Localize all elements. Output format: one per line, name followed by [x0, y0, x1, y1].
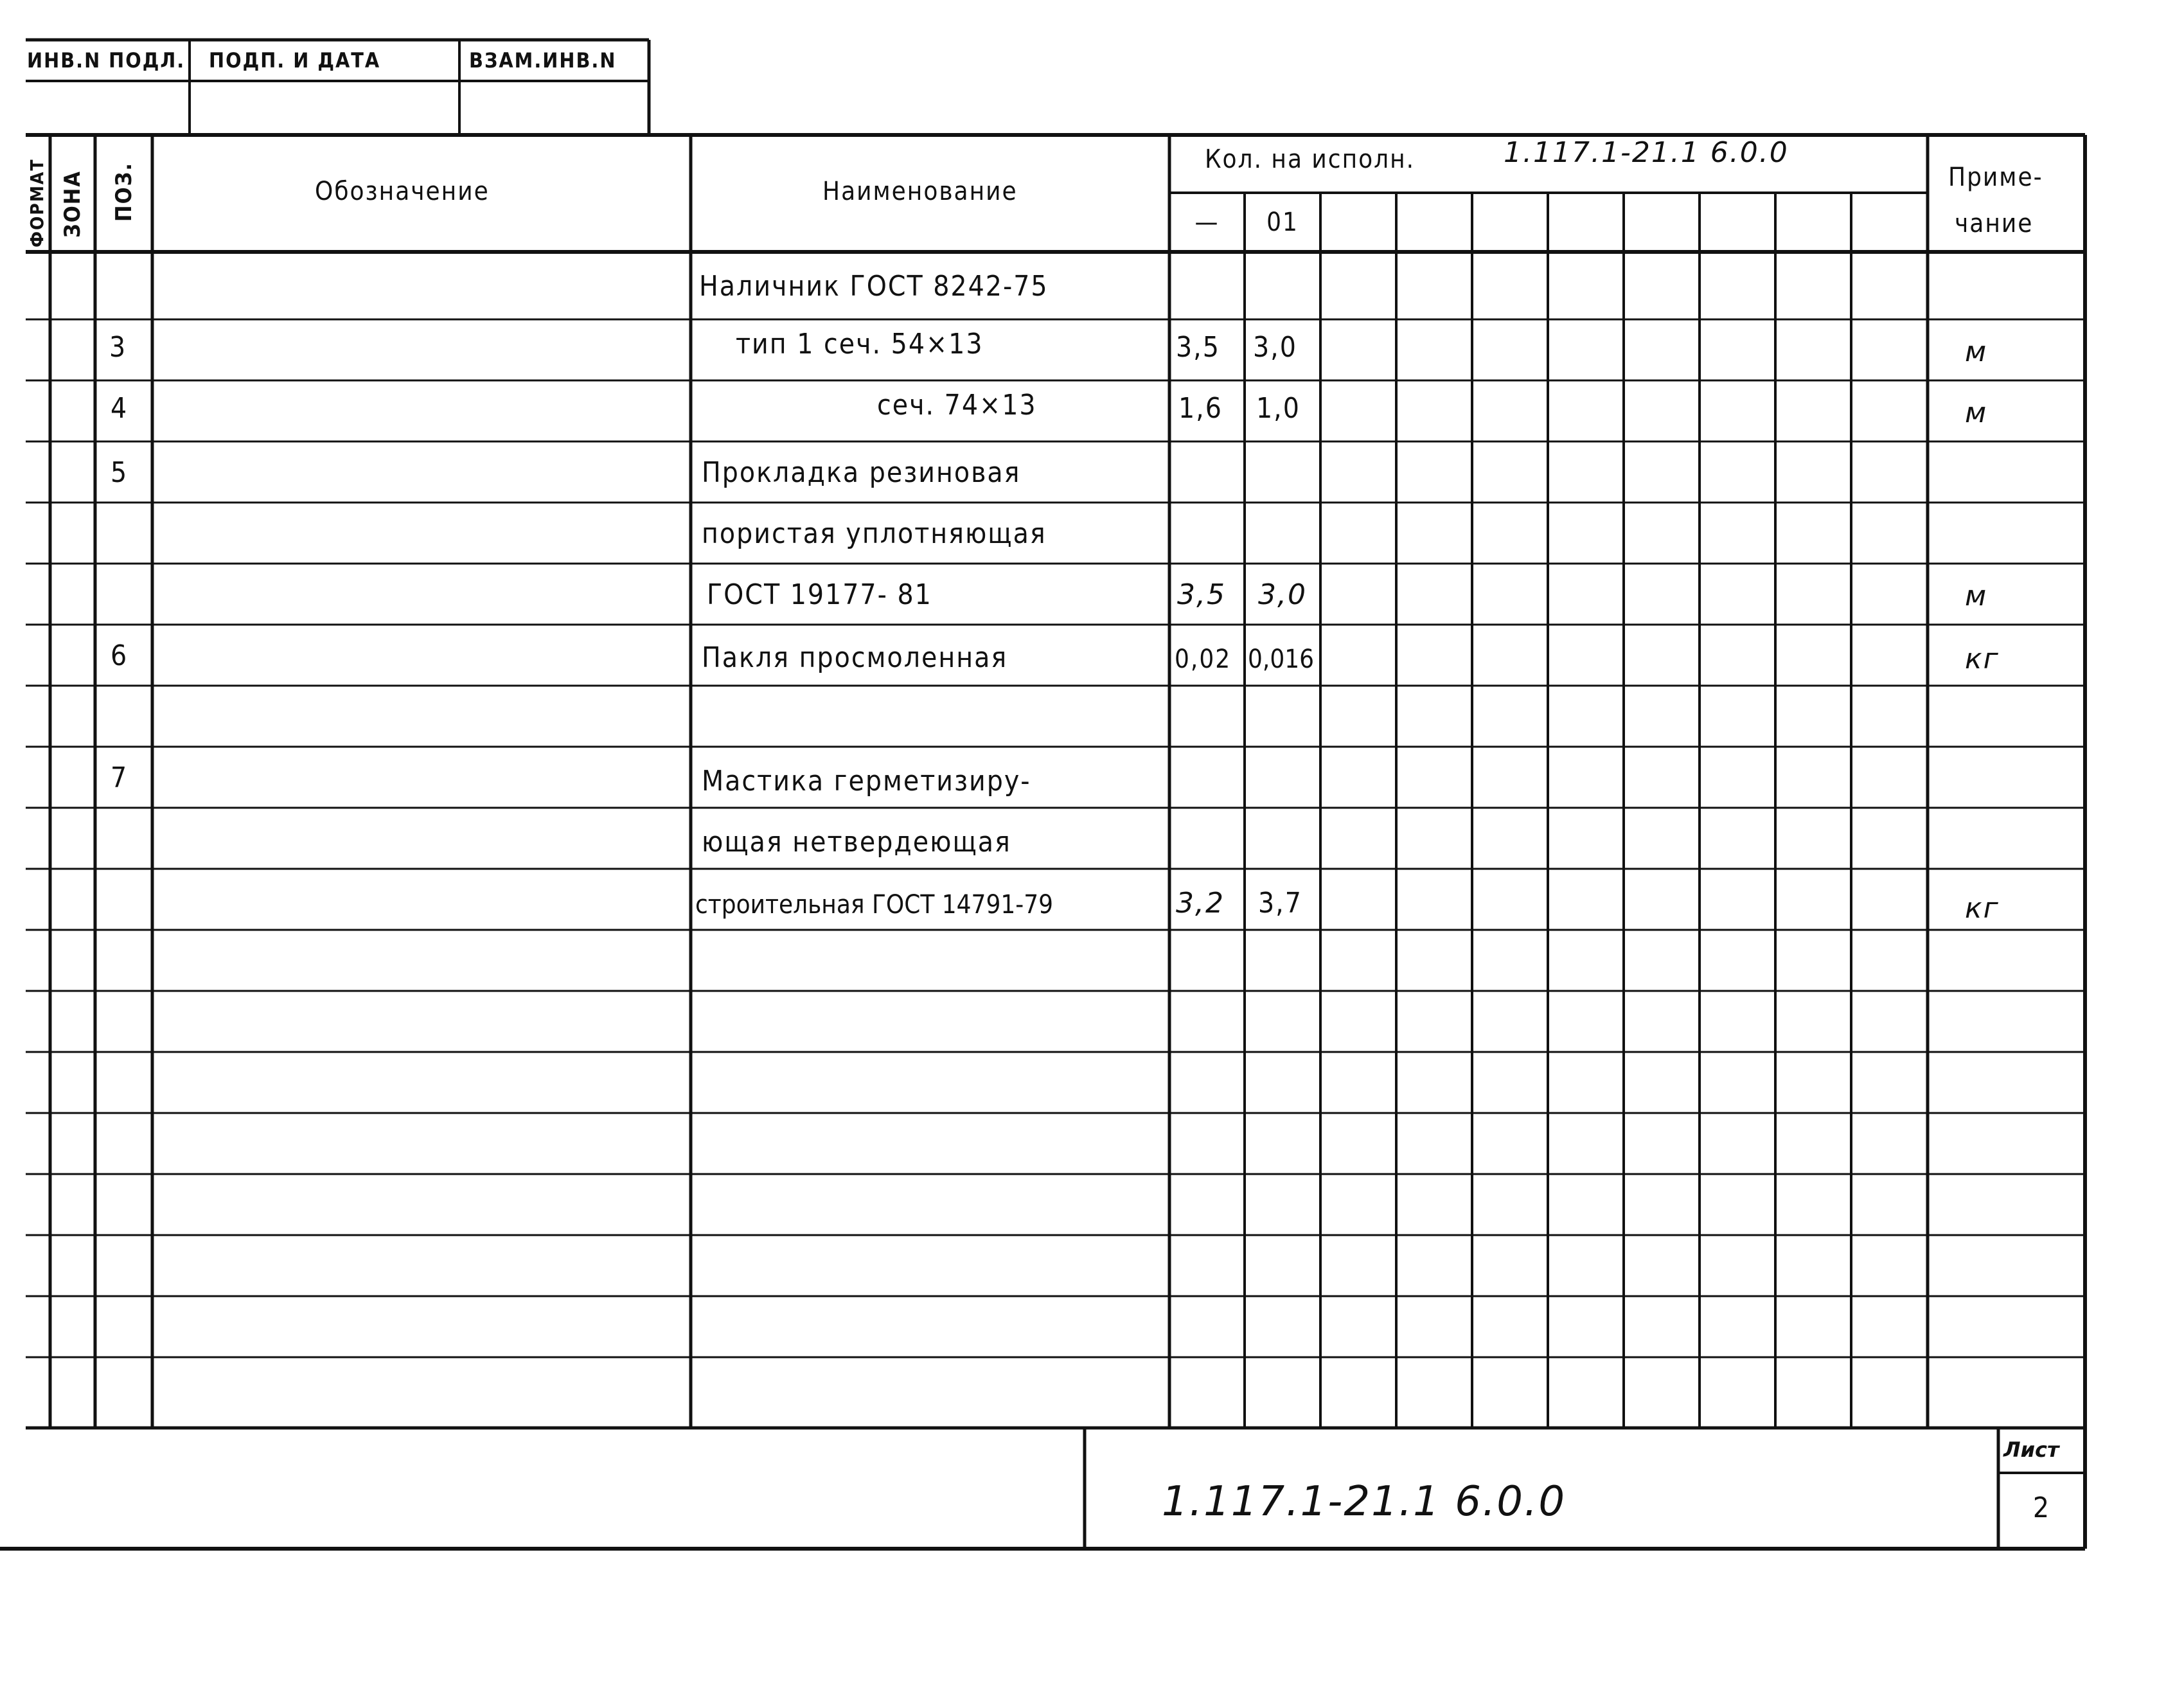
header-format: ФОРМАТ — [26, 158, 48, 247]
row-7-pos: 6 — [111, 639, 129, 672]
row-2-q2: 3,0 — [1253, 331, 1297, 364]
row-4-name: Прокладка резиновая — [702, 456, 1021, 489]
header-note-line1: Приме- — [1948, 163, 2043, 192]
row-7-q2: 0,016 — [1248, 645, 1314, 674]
row-3-q1: 1,6 — [1178, 392, 1223, 425]
row-11-note: кг — [1965, 892, 2000, 925]
footer-doc-code: 1.117.1-21.1 6.0.0 — [1162, 1478, 1567, 1526]
row-9-name: Мастика герметизиру- — [702, 765, 1031, 797]
header-qty-code: 1.117.1-21.1 6.0.0 — [1504, 136, 1789, 169]
row-2-name: тип 1 сеч. 54×13 — [736, 328, 984, 361]
row-3-name: сеч. 74×13 — [877, 389, 1037, 422]
row-2-q1: 3,5 — [1176, 331, 1220, 364]
header-qty-col-01: 01 — [1266, 208, 1299, 237]
row-9-pos: 7 — [111, 761, 129, 794]
row-6-note: м — [1965, 580, 1988, 612]
row-3-note: м — [1965, 396, 1988, 429]
row-3-pos: 4 — [111, 392, 129, 425]
row-2-pos: 3 — [109, 331, 127, 364]
row-6-q1: 3,5 — [1177, 578, 1226, 611]
row-11-q2: 3,7 — [1258, 887, 1302, 920]
header-qty-label: Кол. на исполн. — [1205, 145, 1416, 174]
stamp-inv-label: ИНВ.N ПОДЛ. — [27, 48, 186, 73]
row-4-pos: 5 — [111, 456, 129, 489]
row-6-name: ГОСТ 19177- 81 — [707, 578, 932, 611]
row-5-name: пористая уплотняющая — [702, 517, 1047, 550]
header-note-line2: чание — [1955, 209, 2034, 238]
header-designation: Обозначение — [315, 177, 490, 206]
row-7-q1: 0,02 — [1175, 645, 1232, 674]
stamp-replace-label: ВЗАМ.ИНВ.N — [469, 48, 617, 73]
row-11-q1: 3,2 — [1176, 887, 1225, 920]
header-qty-col-base: — — [1194, 208, 1220, 237]
row-1-name: Наличник ГОСТ 8242-75 — [699, 270, 1049, 303]
row-7-name: Пакля просмоленная — [702, 641, 1008, 674]
header-pos: ПОЗ. — [111, 162, 137, 222]
row-3-q2: 1,0 — [1256, 392, 1301, 425]
header-zone: ЗОНА — [60, 170, 85, 238]
footer-sheet-label: Лист — [2003, 1438, 2059, 1462]
row-6-q2: 3,0 — [1258, 578, 1307, 611]
stamp-sign-label: ПОДП. И ДАТА — [209, 48, 381, 73]
row-2-note: м — [1965, 335, 1988, 368]
row-10-name: ющая нетвердеющая — [702, 826, 1011, 859]
row-11-name: строительная ГОСТ 14791-79 — [695, 890, 1053, 920]
row-7-note: кг — [1965, 643, 2000, 675]
header-name: Наименование — [822, 177, 1018, 206]
footer-sheet-number: 2 — [2032, 1492, 2051, 1524]
